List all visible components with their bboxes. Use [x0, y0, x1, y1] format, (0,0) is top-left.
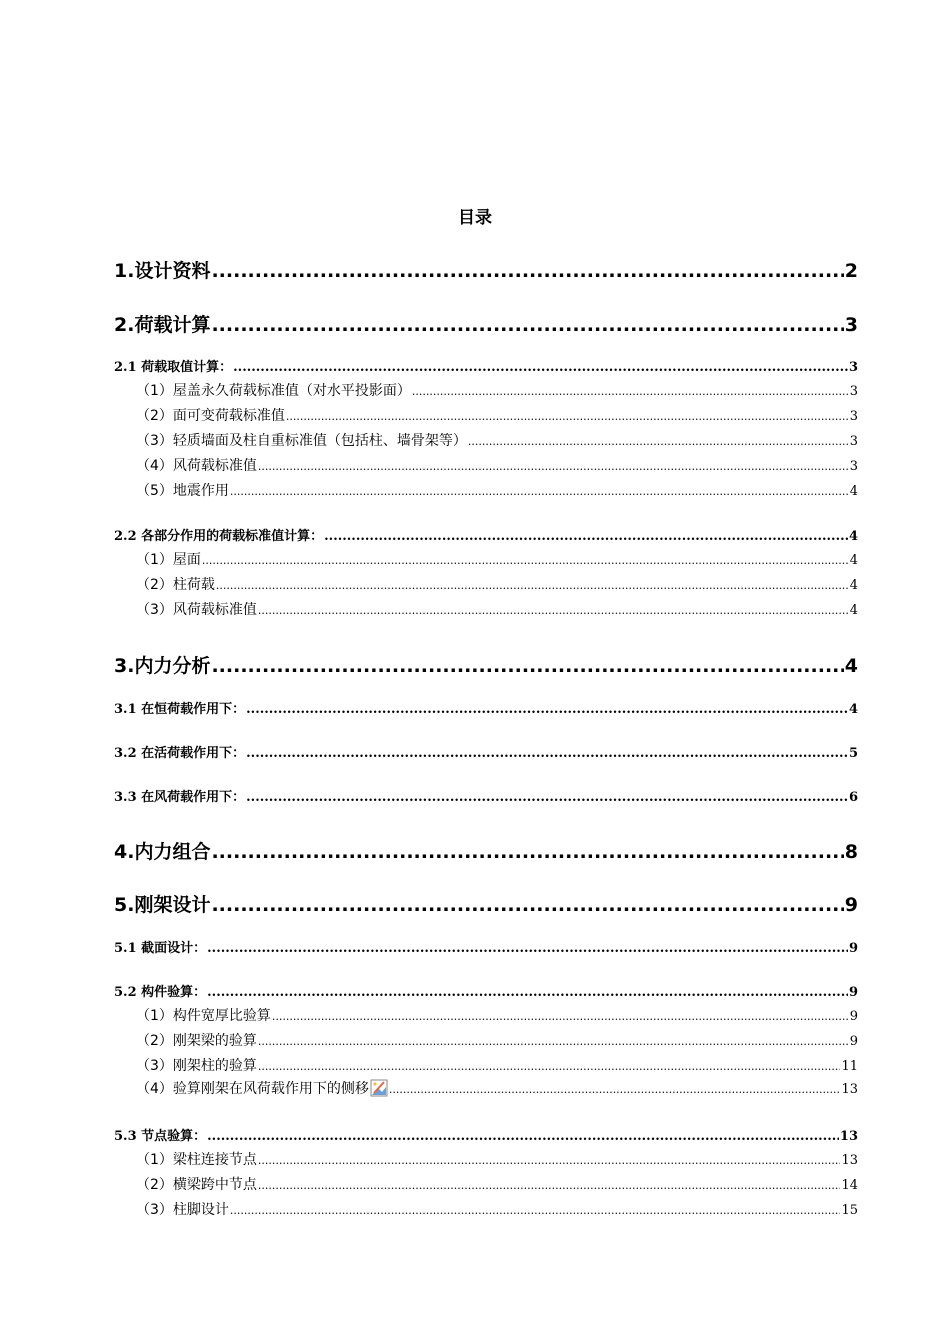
toc-page-number: 3: [849, 434, 858, 449]
toc-page-number: 14: [841, 1178, 858, 1193]
toc-leader: [202, 554, 849, 567]
toc-entry-5-1[interactable]: [114, 937, 858, 956]
toc-entry-label: 5.3 节点验算：: [114, 1129, 207, 1144]
toc-leader: [211, 260, 843, 282]
toc-leader: [216, 579, 849, 592]
toc-leader: [211, 314, 843, 336]
toc-entry-label: 3.3 在风荷载作用下：: [114, 790, 246, 805]
toc-entry-label: 3.内力分析: [114, 655, 211, 677]
toc-page-number: 3: [849, 384, 858, 399]
toc-entry-3-1[interactable]: [114, 698, 858, 717]
toc-leader: [230, 1204, 841, 1217]
toc-entry-2-2-3[interactable]: [136, 599, 858, 619]
toc-entry-2-2-1[interactable]: [136, 549, 858, 569]
toc-entry-3-2[interactable]: [114, 742, 858, 761]
toc-entry-label: （2）面可变荷载标准值: [136, 408, 285, 424]
toc-page-number: 2: [844, 260, 858, 282]
toc-entry-label: （4）风荷载标准值: [136, 458, 257, 474]
toc-entry-label: 2.荷载计算: [114, 314, 211, 336]
toc-entry-label: （1）屋面: [136, 552, 201, 568]
toc-leader: [246, 746, 848, 761]
toc-leader: [258, 1179, 841, 1192]
toc-leader: [412, 385, 849, 398]
toc-page-number: 13: [841, 1153, 858, 1168]
toc-page-number: 3: [844, 314, 858, 336]
toc-leader: [211, 841, 843, 863]
toc-leader: [258, 1035, 849, 1048]
toc-entry-5-2-3[interactable]: [136, 1055, 858, 1075]
toc-entry-label: （2）柱荷载: [136, 577, 215, 593]
toc-page-number: 3: [849, 459, 858, 474]
toc-page-number: 4: [848, 529, 858, 544]
toc-entry-5-2[interactable]: [114, 981, 858, 1000]
toc-page-number: 6: [848, 790, 858, 805]
toc-page-number: 9: [848, 941, 858, 956]
toc-entry-label: （2）横梁跨中节点: [136, 1177, 257, 1193]
toc-entry-label: （2）刚架梁的验算: [136, 1033, 257, 1049]
toc-page-number: 9: [848, 985, 858, 1000]
toc-leader: [272, 1010, 849, 1023]
toc-entry-label: 5.2 构件验算：: [114, 985, 207, 1000]
toc-entry-2-1-2[interactable]: [136, 405, 858, 425]
toc-page-number: 13: [839, 1129, 858, 1144]
toc-leader: [286, 410, 849, 423]
toc-leader: [258, 604, 849, 617]
toc-entry-5-3-2[interactable]: [136, 1174, 858, 1194]
toc-entry-2-2[interactable]: [114, 525, 858, 544]
toc-page-number: 9: [849, 1009, 858, 1024]
toc-entry-4[interactable]: [114, 837, 858, 864]
toc-leader: [207, 941, 848, 956]
toc-page-number: 4: [844, 655, 858, 677]
toc-entry-1[interactable]: [114, 256, 858, 283]
toc-leader: [324, 529, 848, 544]
toc-title: 目录: [458, 208, 492, 228]
toc-entry-label: [136, 1078, 388, 1098]
toc-entry-label: （3）刚架柱的验算: [136, 1058, 257, 1074]
toc-leader: [246, 790, 848, 805]
toc-entry-5-3-3[interactable]: [136, 1199, 858, 1219]
toc-entry-5[interactable]: [114, 890, 858, 917]
toc-entry-2-1-1[interactable]: [136, 380, 858, 400]
toc-page-number: 8: [844, 841, 858, 863]
toc-page-number: 9: [849, 1034, 858, 1049]
toc-leader: [207, 985, 848, 1000]
toc-entry-label: （1）构件宽厚比验算: [136, 1008, 271, 1024]
toc-entry-label: （1）屋盖永久荷载标准值（对水平投影面）: [136, 383, 411, 399]
toc-page-number: 3: [849, 409, 858, 424]
toc-entry-label: 3.1 在恒荷载作用下：: [114, 702, 246, 717]
toc-leader: [211, 655, 843, 677]
toc-entry-label-text: （4）验算刚架在风荷载作用下的侧移: [136, 1081, 369, 1097]
toc-entry-5-3[interactable]: [114, 1125, 858, 1144]
toc-leader: [233, 360, 848, 375]
toc-entry-label: 5.1 截面设计：: [114, 941, 207, 956]
toc-entry-2-1-3[interactable]: [136, 430, 858, 450]
toc-entry-2-1-4[interactable]: [136, 455, 858, 475]
toc-entry-label: 1.设计资料: [114, 260, 211, 282]
toc-entry-label: 5.刚架设计: [114, 894, 211, 916]
toc-entry-2-1-5[interactable]: [136, 480, 858, 500]
broken-image-icon: [370, 1079, 388, 1097]
toc-entry-2-1[interactable]: [114, 356, 858, 375]
toc-page-number: 13: [841, 1082, 858, 1097]
toc-entry-2-2-2[interactable]: [136, 574, 858, 594]
toc-entry-5-2-1[interactable]: [136, 1005, 858, 1025]
toc-leader: [207, 1129, 839, 1144]
toc-entry-5-3-1[interactable]: [136, 1149, 858, 1169]
toc-entry-5-2-4[interactable]: [136, 1078, 858, 1098]
toc-page-number: 9: [844, 894, 858, 916]
toc-entry-label: 4.内力组合: [114, 841, 211, 863]
toc-leader: [258, 1060, 841, 1073]
toc-leader: [258, 1154, 841, 1167]
toc-entry-label: （1）梁柱连接节点: [136, 1152, 257, 1168]
toc-entry-label: （3）柱脚设计: [136, 1202, 229, 1218]
toc-page-number: 15: [841, 1203, 858, 1218]
toc-entry-label: 3.2 在活荷载作用下：: [114, 746, 246, 761]
toc-entry-label: （5）地震作用: [136, 483, 229, 499]
toc-leader: [246, 702, 848, 717]
toc-page-number: 4: [849, 484, 858, 499]
toc-leader: [389, 1083, 841, 1096]
toc-entry-label: （3）轻质墙面及柱自重标准值（包括柱、墙骨架等）: [136, 433, 467, 449]
toc-leader: [258, 460, 849, 473]
toc-entry-2[interactable]: [114, 310, 858, 337]
toc-entry-5-2-2[interactable]: [136, 1030, 858, 1050]
toc-page-number: 4: [848, 702, 858, 717]
toc-page-number: 5: [848, 746, 858, 761]
toc-leader: [468, 435, 849, 448]
toc-page-number: 4: [849, 603, 858, 618]
toc-page-number: 3: [848, 360, 858, 375]
toc-page-number: 11: [841, 1059, 858, 1074]
toc-entry-label: 2.1 荷载取值计算：: [114, 360, 233, 375]
toc-entry-3-3[interactable]: [114, 786, 858, 805]
toc-page-number: 4: [849, 553, 858, 568]
toc-entry-label: 2.2 各部分作用的荷载标准值计算：: [114, 529, 324, 544]
toc-entry-label: （3）风荷载标准值: [136, 602, 257, 618]
toc-leader: [230, 485, 849, 498]
toc-page-number: 4: [849, 578, 858, 593]
toc-entry-3[interactable]: [114, 651, 858, 678]
toc-leader: [211, 894, 843, 916]
